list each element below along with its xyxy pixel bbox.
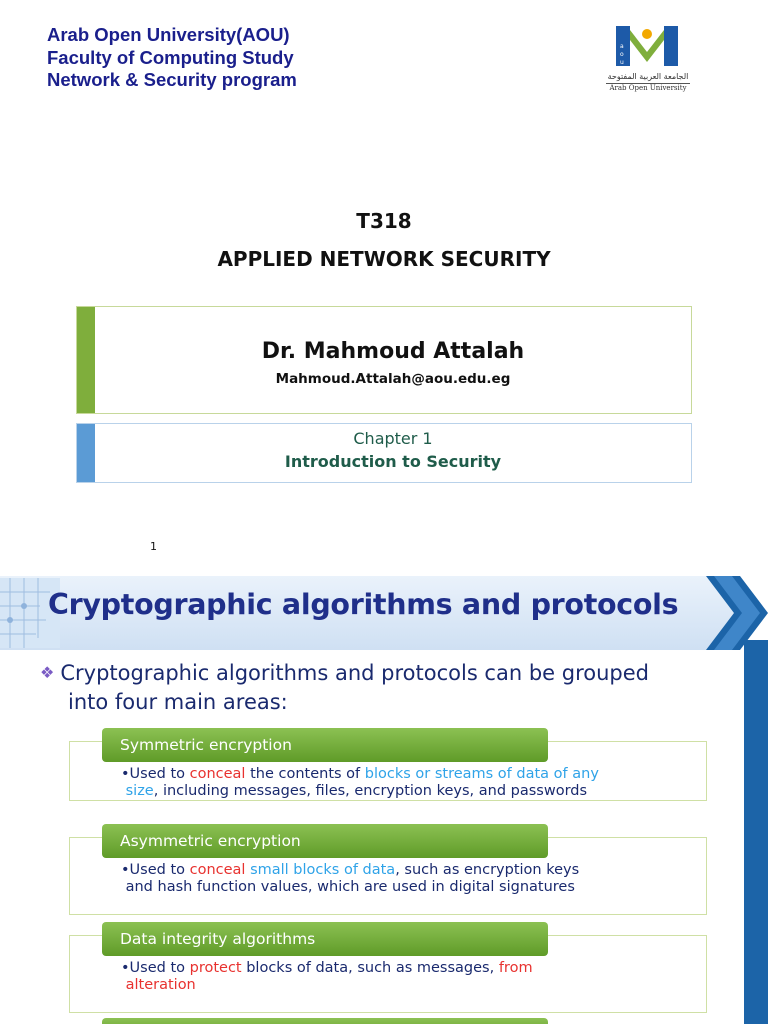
description-segment: blocks or streams of data of any [364,766,599,782]
description-segment: conceal [189,766,246,782]
course-title: APPLIED NETWORK SECURITY [217,247,551,271]
slide-title: Cryptographic algorithms and protocols [48,588,679,621]
area-label: Symmetric encryption [102,728,548,762]
chapter-accent-bar [77,424,95,482]
institution-line-program: Network & Security program [47,69,297,90]
area-label: Data integrity algorithms [102,922,548,956]
instructor-name: Dr. Mahmoud Attalah [261,339,525,364]
svg-text:u: u [620,59,624,66]
description-segment: the contents of [245,766,365,782]
description-segment: , such as encryption keys [395,862,580,878]
chevron-right-icon [706,576,768,650]
description-segment: alteration [121,977,196,993]
chapter-title: Introduction to Security [284,452,502,471]
description-segment: blocks of data, such as messages, [241,960,499,976]
content-slide [0,566,768,1024]
description-segment [599,766,604,782]
instructor-email: Mahmoud.Attalah@aou.edu.eg [275,371,511,387]
description-segment: , including messages, files, encryption keys, and passwords [153,783,588,799]
institution-line-faculty: Faculty of Computing Study [47,46,294,68]
area-description [121,862,661,896]
description-segment: •Used to [121,862,190,878]
institution-line-university: Arab Open University(AOU) [47,24,290,45]
description-segment: •Used to [121,960,190,976]
description-segment: small blocks of data [250,862,396,878]
description-segment: from [498,960,533,976]
svg-text:o: o [620,51,624,58]
description-segment: and hash function values, which are used in digital signatures [121,879,575,895]
description-segment: protect [189,960,242,976]
intro-bullet [40,658,720,717]
institution-header [47,24,297,92]
course-code: T318 [356,209,412,233]
chapter-label: Chapter 1 [353,429,433,448]
intro-bullet-line2: into four main areas: [68,690,288,714]
diamond-bullet-icon: ❖ [40,663,55,682]
instructor-accent-bar [77,307,95,413]
svg-text:a: a [620,43,624,50]
chapter-box [76,423,692,483]
description-segment: size [125,783,154,799]
aou-logo [606,22,690,94]
description-segment: •Used to [121,766,190,782]
page-number: 1 [150,540,157,553]
area-description [121,960,661,994]
area-description [121,766,661,800]
aou-logo-icon [606,22,690,72]
logo-english-text: Arab Open University [606,83,690,93]
right-accent-strip [744,640,768,1024]
intro-bullet-line1: Cryptographic algorithms and protocols can be grouped [60,661,649,685]
logo-arabic-text: الجامعة العربية المفتوحة [607,72,689,81]
area-label: Asymmetric encryption [102,824,548,858]
area-label [102,1018,548,1024]
instructor-box [76,306,692,414]
description-segment: conceal [189,862,246,878]
